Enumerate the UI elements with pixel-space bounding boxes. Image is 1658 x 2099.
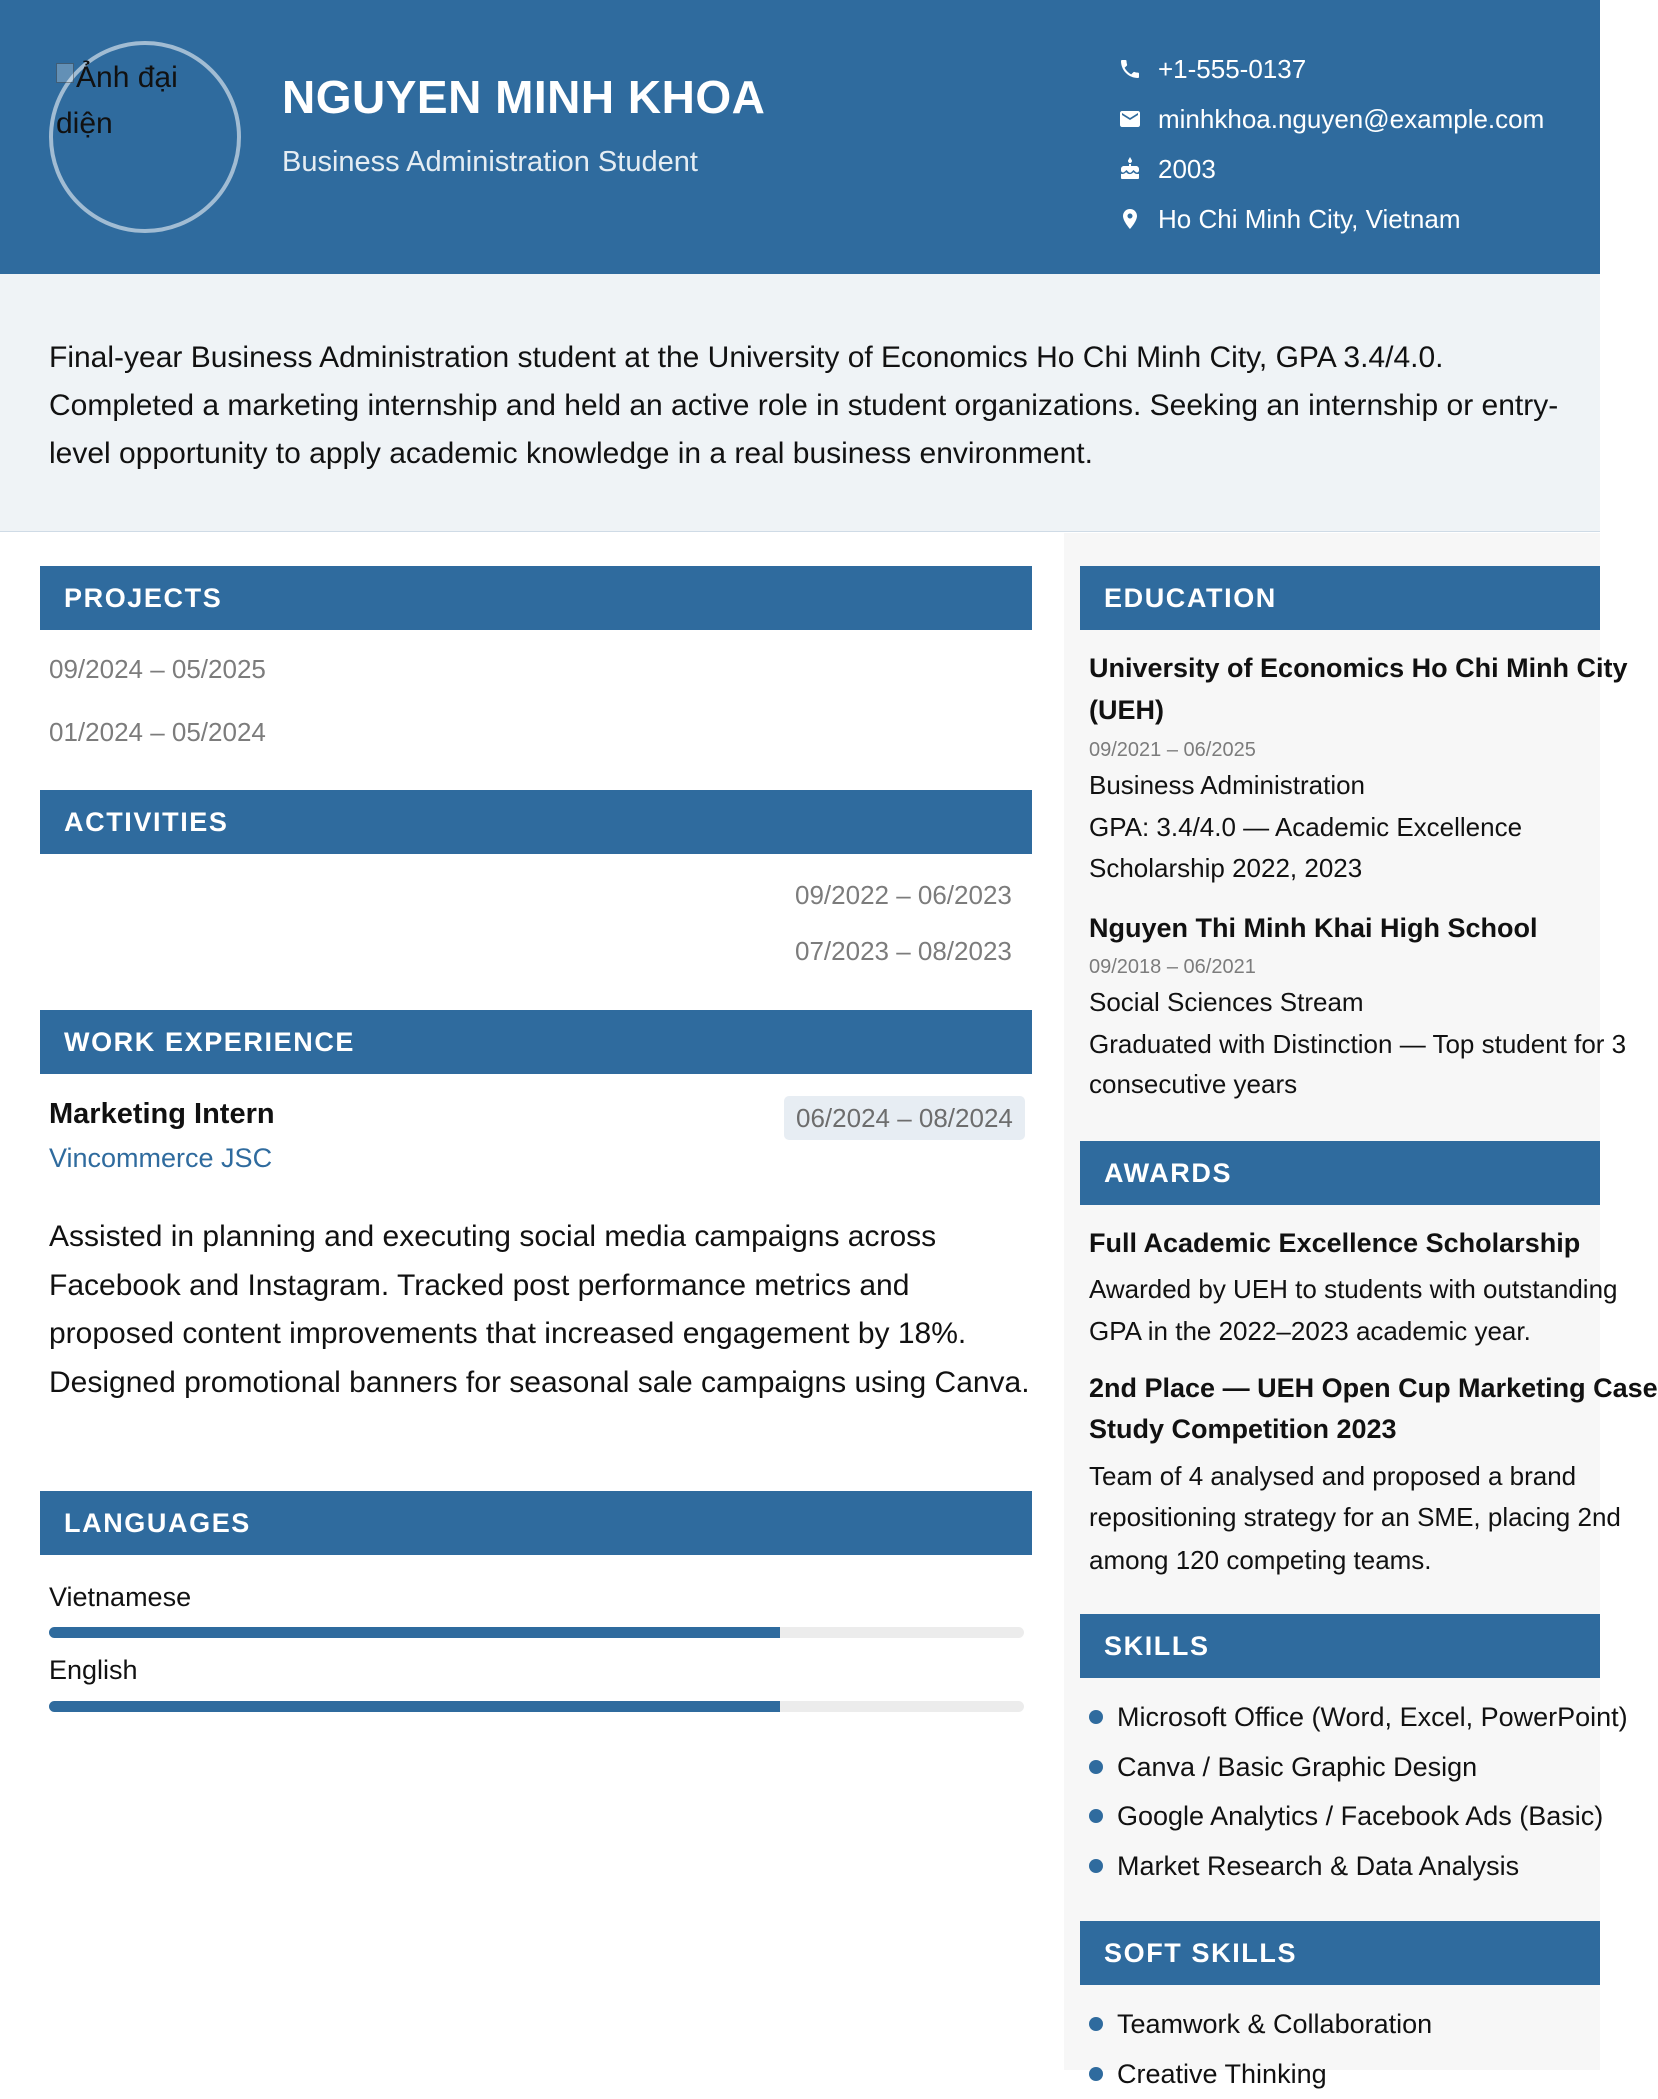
summary-text: Final-year Business Administration student at the University of Economics Ho Chi Minh City, GPA 3.4/4.0. Completed a marketing internship and held an active role in student organizations. Seeking an internship or entry-level opportunity to apply academic knowledge in a real business environment. bbox=[49, 341, 1559, 470]
education-detail-cont: Scholarship 2022, 2023 bbox=[1089, 853, 1363, 883]
job-title: Marketing Intern bbox=[49, 1098, 275, 1130]
language-name: English bbox=[49, 1655, 138, 1685]
skills-heading: SKILLS bbox=[1080, 1614, 1600, 1678]
project-date-2: 01/2024 – 05/2024 bbox=[49, 717, 266, 747]
education-school: Nguyen Thi Minh Khai High School bbox=[1089, 913, 1538, 943]
award-description: Awarded by UEH to students with outstanding bbox=[1089, 1274, 1618, 1304]
project-date-1: 09/2024 – 05/2025 bbox=[49, 654, 266, 684]
location-pin-icon bbox=[1118, 204, 1158, 234]
bullet-dot-icon bbox=[1089, 1859, 1103, 1873]
education-detail: Graduated with Distinction — Top student for 3 bbox=[1089, 1029, 1627, 1059]
education-detail: GPA: 3.4/4.0 — Academic Excellence bbox=[1089, 812, 1523, 842]
avatar-alt-text: Ảnh đại diện bbox=[56, 61, 178, 140]
education-major: Business Administration bbox=[1089, 770, 1366, 800]
skill-item: Market Research & Data Analysis bbox=[1088, 1841, 1519, 1891]
education-heading: EDUCATION bbox=[1080, 566, 1600, 630]
education-date: 09/2018 – 06/2021 bbox=[1089, 956, 1256, 978]
contact-email: minhkhoa.nguyen@example.com bbox=[1118, 94, 1598, 144]
activity-date-2: 07/2023 – 08/2023 bbox=[795, 936, 1012, 966]
skill-item: Microsoft Office (Word, Excel, PowerPoint) bbox=[1088, 1692, 1628, 1742]
job-description: Assisted in planning and executing social media campaigns across Facebook and Instagram. Tracked post performance metrics and proposed content improvements that increased engagement by 18%. Designed promotional banners for seasonal sale campaigns using Canva. bbox=[49, 1220, 1030, 1399]
education-detail-cont: consecutive years bbox=[1089, 1069, 1298, 1099]
bullet-dot-icon bbox=[1089, 2067, 1103, 2081]
education-school: University of Economics Ho Chi Minh City bbox=[1089, 653, 1628, 683]
phone-icon bbox=[1118, 54, 1158, 84]
avatar bbox=[49, 41, 241, 233]
soft-skill-item: Creative Thinking bbox=[1088, 2049, 1327, 2099]
bullet-dot-icon bbox=[1089, 1760, 1103, 1774]
birthday-cake-icon bbox=[1118, 154, 1158, 184]
contact-list bbox=[1118, 44, 1598, 244]
education-major: Social Sciences Stream bbox=[1089, 987, 1364, 1017]
award-description: Team of 4 analysed and proposed a brand bbox=[1089, 1461, 1577, 1491]
award-description-cont: GPA in the 2022–2023 academic year. bbox=[1089, 1316, 1531, 1346]
language-level-bar bbox=[49, 1627, 1024, 1638]
bullet-dot-icon bbox=[1089, 2017, 1103, 2031]
bullet-dot-icon bbox=[1089, 1710, 1103, 1724]
award-description-cont: repositioning strategy for an SME, placing 2nd bbox=[1089, 1502, 1621, 1532]
contact-phone: +1-555-0137 bbox=[1118, 44, 1598, 94]
job-date-badge: 06/2024 – 08/2024 bbox=[784, 1096, 1025, 1140]
soft-skill-item: Teamwork & Collaboration bbox=[1088, 1999, 1432, 2049]
job-company: Vincommerce JSC bbox=[49, 1143, 273, 1173]
education-date: 09/2021 – 06/2025 bbox=[1089, 739, 1256, 761]
language-level-bar bbox=[49, 1701, 1024, 1712]
candidate-name: NGUYEN MINH KHOA bbox=[282, 71, 766, 123]
summary-section bbox=[0, 274, 1600, 532]
education-school-cont: (UEH) bbox=[1089, 695, 1164, 725]
contact-location: Ho Chi Minh City, Vietnam bbox=[1118, 194, 1598, 244]
broken-image-icon bbox=[56, 63, 74, 83]
resume-header bbox=[0, 0, 1600, 274]
languages-heading: LANGUAGES bbox=[40, 1491, 1032, 1555]
award-description-cont: among 120 competing teams. bbox=[1089, 1545, 1432, 1575]
candidate-title: Business Administration Student bbox=[282, 146, 698, 178]
award-title: 2nd Place — UEH Open Cup Marketing Case bbox=[1089, 1373, 1658, 1403]
contact-birth-year: 2003 bbox=[1118, 144, 1598, 194]
language-name: Vietnamese bbox=[49, 1582, 192, 1612]
award-title-cont: Study Competition 2023 bbox=[1089, 1414, 1397, 1444]
soft-skills-heading: SOFT SKILLS bbox=[1080, 1921, 1600, 1985]
email-icon bbox=[1118, 104, 1158, 134]
work-experience-heading: WORK EXPERIENCE bbox=[40, 1010, 1032, 1074]
activity-date-1: 09/2022 – 06/2023 bbox=[795, 880, 1012, 910]
awards-heading: AWARDS bbox=[1080, 1141, 1600, 1205]
activities-heading: ACTIVITIES bbox=[40, 790, 1032, 854]
bullet-dot-icon bbox=[1089, 1809, 1103, 1823]
projects-heading: PROJECTS bbox=[40, 566, 1032, 630]
skill-item: Google Analytics / Facebook Ads (Basic) bbox=[1088, 1791, 1603, 1841]
award-title: Full Academic Excellence Scholarship bbox=[1089, 1228, 1581, 1258]
skill-item: Canva / Basic Graphic Design bbox=[1088, 1742, 1477, 1792]
